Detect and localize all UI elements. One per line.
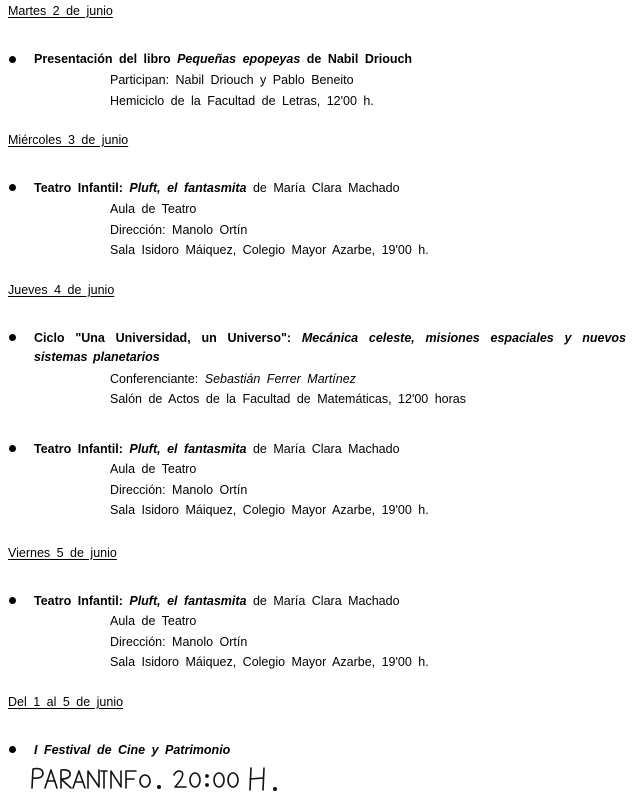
title-suffix: de Nabil Driouch xyxy=(300,52,413,66)
title-suffix: de María Clara Machado xyxy=(246,594,400,608)
event-detail: Salón de Actos de la Facultad de Matemáticas, 12'00 horas xyxy=(110,392,466,406)
title-prefix: Teatro Infantil: xyxy=(34,442,130,456)
event-detail: Participan: Nabil Driouch y Pablo Beneito xyxy=(110,73,354,87)
lecture-title: Mecánica celeste, misiones espaciales y nuevos sistemas planetarios xyxy=(34,331,626,364)
bullet xyxy=(9,597,16,604)
handwritten-note xyxy=(29,763,299,793)
event-detail: Aula de Teatro xyxy=(110,202,197,216)
day-heading: Martes 2 de junio xyxy=(8,4,113,18)
event-title xyxy=(34,440,400,459)
day-heading: Miércoles 3 de junio xyxy=(8,133,129,147)
speaker-label: Conferenciante: xyxy=(110,372,205,386)
title-prefix: Teatro Infantil: xyxy=(34,594,130,608)
event-title xyxy=(34,592,400,611)
event-detail: Dirección: Manolo Ortín xyxy=(110,483,248,497)
day-heading: Viernes 5 de junio xyxy=(8,546,117,560)
bullet xyxy=(9,445,16,452)
title-prefix: Teatro Infantil: xyxy=(34,181,130,195)
play-title: Pluft, el fantasmita xyxy=(129,181,247,195)
event-title xyxy=(34,50,412,69)
event-title xyxy=(34,329,626,367)
event-detail: Sala Isidoro Máiquez, Colegio Mayor Azarbe, 19'00 h. xyxy=(110,503,429,517)
event-detail: Dirección: Manolo Ortín xyxy=(110,223,248,237)
bullet xyxy=(9,184,16,191)
day-heading: Jueves 4 de junio xyxy=(8,283,115,297)
event-detail: Sala Isidoro Máiquez, Colegio Mayor Azarbe, 19'00 h. xyxy=(110,243,429,257)
title-suffix: de María Clara Machado xyxy=(246,181,400,195)
event-detail: Sala Isidoro Máiquez, Colegio Mayor Azarbe, 19'00 h. xyxy=(110,655,429,669)
event-detail: Aula de Teatro xyxy=(110,462,197,476)
title-prefix: Ciclo "Una Universidad, un Universo": xyxy=(34,331,302,345)
festival-title: I Festival de Cine y Patrimonio xyxy=(34,743,231,757)
bullet xyxy=(9,334,16,341)
event-detail: Hemiciclo de la Facultad de Letras, 12'00 h. xyxy=(110,94,374,108)
play-title: Pluft, el fantasmita xyxy=(129,594,247,608)
bullet xyxy=(9,56,16,63)
day-heading: Del 1 al 5 de junio xyxy=(8,695,124,709)
speaker-name: Sebastián Ferrer Martínez xyxy=(204,372,356,386)
event-title xyxy=(34,179,400,198)
event-detail: Dirección: Manolo Ortín xyxy=(110,635,248,649)
play-title: Pluft, el fantasmita xyxy=(129,442,247,456)
title-suffix: de María Clara Machado xyxy=(246,442,400,456)
title-prefix: Presentación del libro xyxy=(34,52,178,66)
event-detail: Aula de Teatro xyxy=(110,614,197,628)
event-title xyxy=(34,741,230,760)
book-title: Pequeñas epopeyas xyxy=(177,52,301,66)
event-speaker xyxy=(110,370,356,389)
bullet xyxy=(9,746,16,753)
